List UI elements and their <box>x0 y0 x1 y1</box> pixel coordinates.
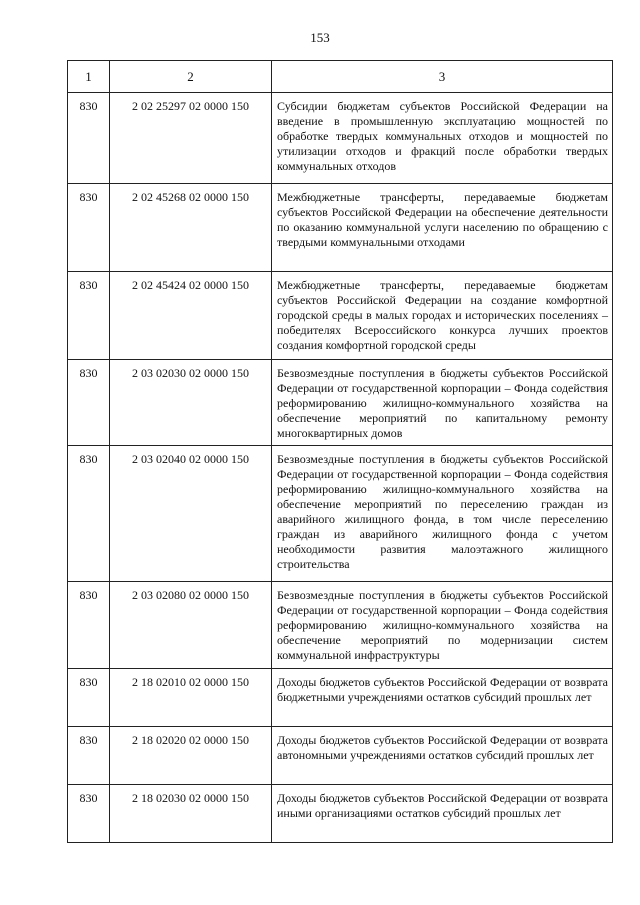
table-row <box>68 93 613 184</box>
description-cell: Доходы бюджетов субъектов Российской Федерации от возврата автономными учреждениями остатков субсидий прошлых лет <box>272 727 613 785</box>
table-row <box>68 184 613 272</box>
description-cell: Безвозмездные поступления в бюджеты субъектов Российской Федерации от государственной корпорации – Фонда содействия реформированию жилищно-коммунального хозяйства на обеспечение мероприятий по модернизации систем коммунальной инфраструктуры <box>272 582 613 669</box>
admin-code-cell: 830 <box>68 360 110 446</box>
table-row <box>68 785 613 843</box>
description-cell: Безвозмездные поступления в бюджеты субъектов Российской Федерации от государственной корпорации – Фонда содействия реформированию жилищно-коммунального хозяйства на обеспечение мероприятий по переселению граждан из аварийного жилищного фонда, в том числе переселению граждан из аварийного жилищного фонда с учетом необходимости развития малоэтажного жилищного строительства <box>272 446 613 582</box>
page-number: 153 <box>310 30 330 45</box>
table-row <box>68 727 613 785</box>
description-cell: Доходы бюджетов субъектов Российской Федерации от возврата иными организациями остатков субсидий прошлых лет <box>272 785 613 843</box>
table-row <box>68 360 613 446</box>
header-col-2: 2 <box>110 61 272 93</box>
description-cell: Доходы бюджетов субъектов Российской Федерации от возврата бюджетными учреждениями остатков субсидий прошлых лет <box>272 669 613 727</box>
revenue-code-cell: 2 03 02080 02 0000 150 <box>110 582 272 669</box>
admin-code-cell: 830 <box>68 785 110 843</box>
revenue-code-cell: 2 03 02030 02 0000 150 <box>110 360 272 446</box>
description-cell: Безвозмездные поступления в бюджеты субъектов Российской Федерации от государственной корпорации – Фонда содействия реформированию жилищно-коммунального хозяйства на обеспечение мероприятий по капитальному ремонту многоквартирных домов <box>272 360 613 446</box>
table-header-row <box>68 61 613 93</box>
admin-code-cell: 830 <box>68 727 110 785</box>
revenue-code-cell: 2 18 02020 02 0000 150 <box>110 727 272 785</box>
revenue-code-cell: 2 03 02040 02 0000 150 <box>110 446 272 582</box>
header-col-3: 3 <box>272 61 613 93</box>
revenue-code-cell: 2 02 45424 02 0000 150 <box>110 272 272 360</box>
revenue-code-cell: 2 18 02010 02 0000 150 <box>110 669 272 727</box>
table-row <box>68 272 613 360</box>
revenue-code-cell: 2 18 02030 02 0000 150 <box>110 785 272 843</box>
description-cell: Субсидии бюджетам субъектов Российской Федерации на введение в промышленную эксплуатацию мощностей по обработке твердых коммунальных отходов и мощностей по утилизации отходов и фракций после обработки твердых коммунальных отходов <box>272 93 613 184</box>
admin-code-cell: 830 <box>68 446 110 582</box>
description-cell: Межбюджетные трансферты, передаваемые бюджетам субъектов Российской Федерации на обеспечение деятельности по оказанию коммунальной услуги населению по обращению с твердыми коммунальными отходами <box>272 184 613 272</box>
revenue-code-cell: 2 02 25297 02 0000 150 <box>110 93 272 184</box>
revenue-code-table <box>67 60 613 843</box>
admin-code-cell: 830 <box>68 93 110 184</box>
admin-code-cell: 830 <box>68 272 110 360</box>
table-row <box>68 582 613 669</box>
admin-code-cell: 830 <box>68 184 110 272</box>
admin-code-cell: 830 <box>68 669 110 727</box>
revenue-code-cell: 2 02 45268 02 0000 150 <box>110 184 272 272</box>
table-row <box>68 669 613 727</box>
header-col-1: 1 <box>68 61 110 93</box>
description-cell: Межбюджетные трансферты, передаваемые бюджетам субъектов Российской Федерации на создание комфортной городской среды в малых городах и исторических поселениях – победителях Всероссийского конкурса лучших проектов создания комфортной городской среды <box>272 272 613 360</box>
admin-code-cell: 830 <box>68 582 110 669</box>
table-row <box>68 446 613 582</box>
